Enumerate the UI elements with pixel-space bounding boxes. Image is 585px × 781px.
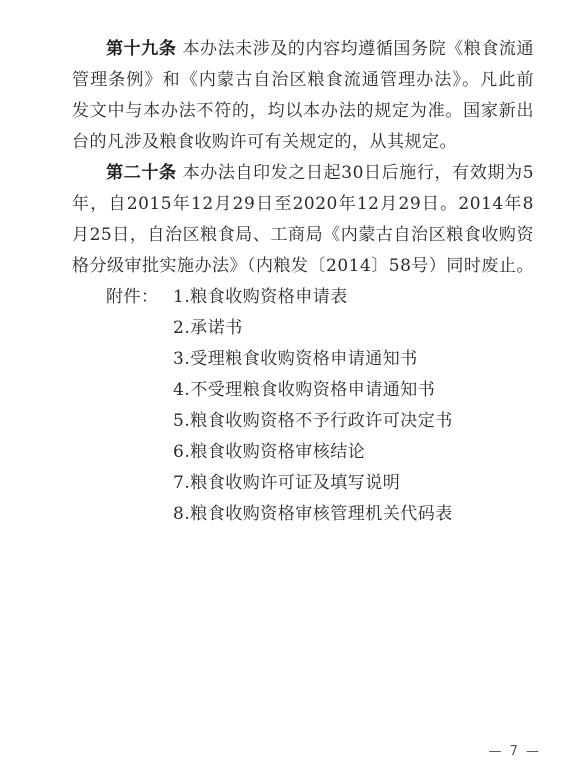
article-20-text: 本办法自印发之日起30日后施行，有效期为5年，自2015年12月29日至2020年12月29日。2014年8月25日，自治区粮食局、工商局《内蒙古自治区粮食收购资格分级审批实施办法》（内粮发〔2014〕58号）同时废止。 [72,163,535,276]
attachment-row [106,406,453,437]
attachment-row [106,375,453,406]
attachment-item: 2.承诺书 [173,318,243,338]
article-19-heading: 第十九条 [106,39,177,59]
attachments-list [106,282,453,530]
article-20-paragraph [72,158,534,282]
article-20-heading: 第二十条 [106,163,177,183]
attachment-row [106,282,453,313]
attachment-row [106,313,453,344]
article-19-paragraph [72,34,534,158]
article-19-text: 本办法未涉及的内容均遵循国务院《粮食流通管理条例》和《内蒙古自治区粮食流通管理办法》。凡此前发文中与本办法不符的，均以本办法的规定为准。国家新出台的凡涉及粮食收购许可有关规定的，从其规定。 [72,39,535,152]
attachment-item: 7.粮食收购许可证及填写说明 [173,473,401,493]
attachment-item: 5.粮食收购资格不予行政许可决定书 [173,411,453,431]
attachment-item: 4.不受理粮食收购资格申请通知书 [173,380,436,400]
attachment-row [106,499,453,530]
attachment-row [106,437,453,468]
attachment-item: 3.受理粮食收购资格申请通知书 [173,349,418,369]
attachment-item: 6.粮食收购资格审核结论 [173,442,366,462]
attachment-row [106,468,453,499]
attachment-item: 8.粮食收购资格审核管理机关代码表 [173,504,453,524]
page-number: — 7 — [488,744,541,759]
attachment-item: 1.粮食收购资格申请表 [173,287,348,307]
attachment-row [106,344,453,375]
attachments-label: 附件： [106,287,159,307]
